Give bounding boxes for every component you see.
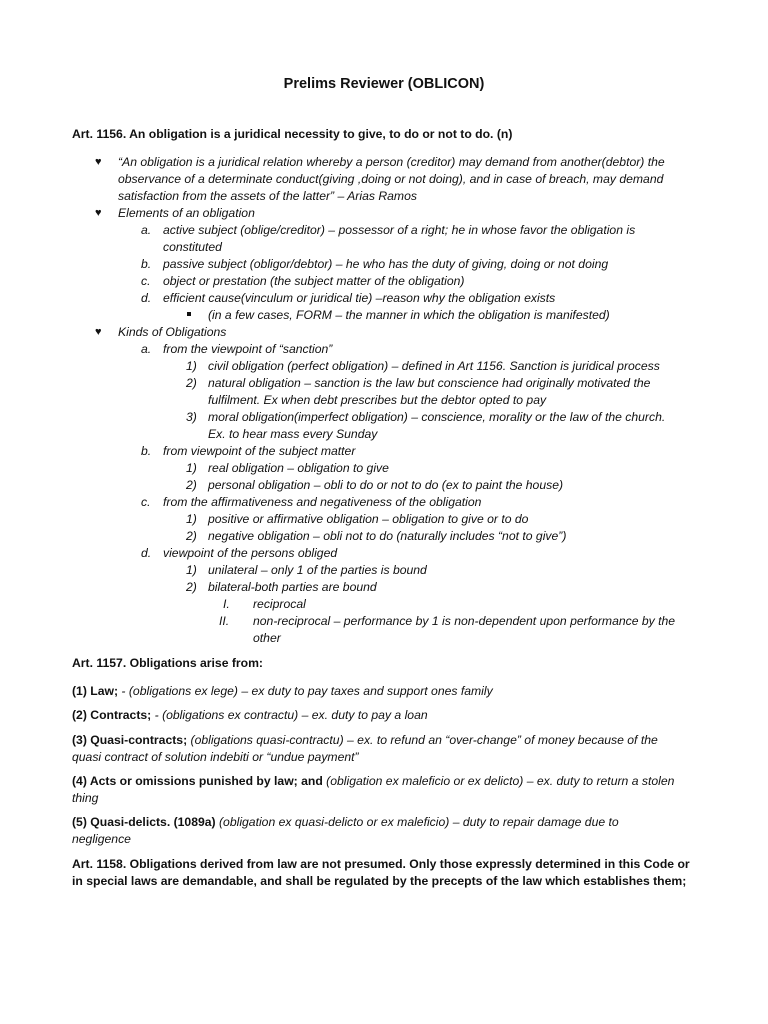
elements-title: Elements of an obligation [118,206,255,220]
source-text: (obligations quasi-contractu) – ex. to refund an “over-change” of money because of the [187,733,658,747]
source-line [72,683,493,700]
element-line: object or prestation (the subject matter of the obligation) [163,274,465,288]
list-marker: a. [141,223,152,237]
quote-line: “An obligation is a juridical relation whereby a person (creditor) may demand from another(debtor) the [118,155,665,169]
art-1158-line: in special laws are demandable, and shall be regulated by the precepts of the law which establishes them; [72,874,687,888]
list-marker: II. [219,614,230,628]
list-marker: 3) [186,410,197,424]
list-marker: b. [141,444,152,458]
kind-item-line: Ex. to hear mass every Sunday [208,427,378,441]
kind-label: from the viewpoint of “sanction” [163,342,333,356]
list-marker: 2) [186,376,197,390]
heart-bullet-icon: ♥ [95,207,102,219]
list-marker: c. [141,274,151,288]
heart-bullet-icon: ♥ [95,156,102,168]
kinds-title: Kinds of Obligations [118,325,227,339]
source-label: (1) Law; [72,684,119,698]
list-marker: 1) [186,359,197,373]
kind-label: viewpoint of the persons obliged [163,546,338,560]
kind-item-line: positive or affirmative obligation – obligation to give or to do [208,512,529,526]
kind-item-line: moral obligation(imperfect obligation) – conscience, morality or the law of the church. [208,410,666,424]
kind-item-line: negative obligation – obli not to do (naturally includes “not to give”) [208,529,567,543]
list-marker: 1) [186,461,197,475]
square-bullet-icon [187,312,191,316]
source-label: (4) Acts or omissions punished by law; and [72,774,323,788]
page-title: Prelims Reviewer (OBLICON) [283,76,485,92]
source-line [72,814,619,831]
list-marker: 1) [186,563,197,577]
source-line [72,773,674,790]
kind-item-line: unilateral – only 1 of the parties is bound [208,563,427,577]
source-label: (2) Contracts; [72,708,152,722]
kind-item-line: natural obligation – sanction is the law but conscience had originally motivated the [208,376,651,390]
list-marker: 2) [186,529,197,543]
art-1158-line: Art. 1158. Obligations derived from law are not presumed. Only those expressly determined in this Code or [72,857,690,871]
kind-item-line: fulfilment. Ex when debt prescribes but the debtor opted to pay [208,393,547,407]
source-label: (5) Quasi-delicts. (1089a) [72,815,216,829]
source-label: (3) Quasi-contracts; [72,733,188,747]
source-line [72,732,658,749]
kind-item-line: bilateral-both parties are bound [208,580,377,594]
quote-line: observance of a determinate conduct(giving ,doing or not doing), and in case of breach, may demand [118,172,664,186]
elements-note: (in a few cases, FORM – the manner in which the obligation is manifested) [208,308,610,322]
list-marker: c. [141,495,151,509]
source-line [72,707,428,724]
kind-item-line: personal obligation – obli to do or not to do (ex to paint the house) [208,478,564,492]
list-marker: I. [223,597,230,611]
source-text: negligence [72,832,131,846]
art-1157-heading: Art. 1157. Obligations arise from: [72,656,263,670]
source-text: - (obligations ex lege) – ex duty to pay taxes and support ones family [118,684,493,698]
kind-label: from viewpoint of the subject matter [163,444,356,458]
quote-line: satisfaction from the assets of the latter” – Arias Ramos [118,189,417,203]
list-marker: d. [141,546,152,560]
kind-label: from the affirmativeness and negativeness of the obligation [163,495,482,509]
list-marker: d. [141,291,152,305]
kind-subitem-line: other [253,631,281,645]
list-marker: 2) [186,478,197,492]
list-marker: 1) [186,512,197,526]
source-text: (obligation ex maleficio or ex delicto) – ex. duty to return a stolen [322,774,675,788]
element-line: constituted [163,240,222,254]
element-line: efficient cause(vinculum or juridical tie) –reason why the obligation exists [163,291,556,305]
source-text: - (obligations ex contractu) – ex. duty to pay a loan [151,708,428,722]
source-text: thing [72,791,99,805]
kind-subitem-line: reciprocal [253,597,306,611]
element-line: active subject (oblige/creditor) – possessor of a right; he in whose favor the obligation is [163,223,636,237]
kind-subitem-line: non-reciprocal – performance by 1 is non-dependent upon performance by the [253,614,676,628]
list-marker: a. [141,342,152,356]
kind-item-line: real obligation – obligation to give [208,461,389,475]
source-text: quasi contract of solution indebiti or “undue payment” [72,750,359,764]
list-marker: 2) [186,580,197,594]
list-marker: b. [141,257,152,271]
element-line: passive subject (obligor/debtor) – he who has the duty of giving, doing or not doing [163,257,609,271]
kind-item-line: civil obligation (perfect obligation) – defined in Art 1156. Sanction is juridical process [208,359,660,373]
heart-bullet-icon: ♥ [95,326,102,338]
source-text: (obligation ex quasi-delicto or ex maleficio) – duty to repair damage due to [215,815,619,829]
art-1156-heading: Art. 1156. An obligation is a juridical necessity to give, to do or not to do. (n) [72,127,513,141]
